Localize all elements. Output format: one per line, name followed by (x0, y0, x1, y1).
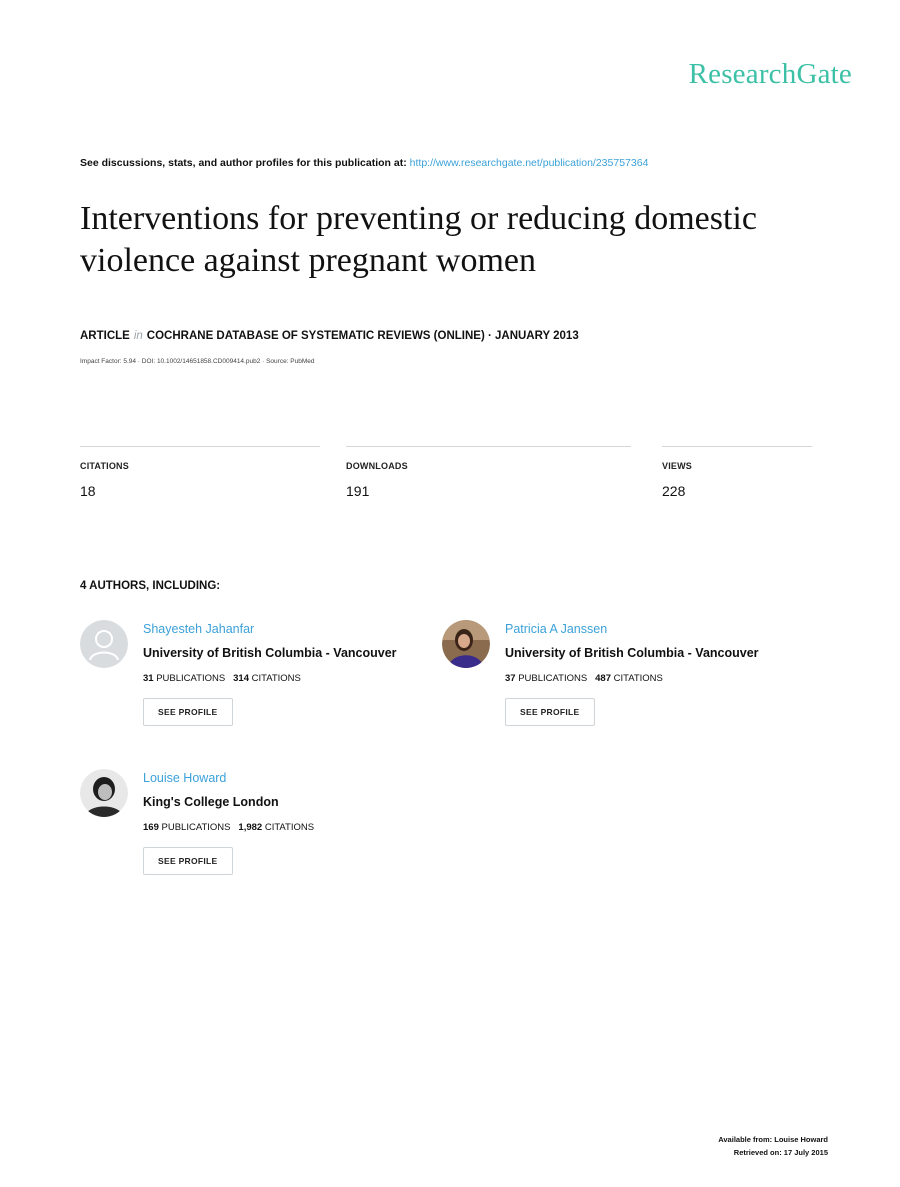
publications-label: PUBLICATIONS (156, 673, 226, 684)
stat-label: DOWNLOADS (346, 461, 408, 471)
stat-label: CITATIONS (80, 461, 129, 471)
publication-count: 37 (505, 673, 516, 684)
stat-views (662, 446, 812, 499)
stat-label: VIEWS (662, 461, 693, 471)
discussion-line (80, 157, 648, 169)
publication-title: Interventions for preventing or reducing domestic violence against pregnant women (80, 200, 757, 279)
citation-count: 487 (595, 673, 611, 684)
stat-value: 228 (662, 483, 686, 499)
see-profile-button[interactable]: SEE PROFILE (505, 698, 595, 726)
citations-label: CITATIONS (613, 673, 663, 684)
author-name-link[interactable]: Shayesteh Jahanfar (143, 622, 255, 636)
researchgate-logo: ResearchGate (688, 58, 852, 90)
publications-label: PUBLICATIONS (161, 822, 231, 833)
article-type: ARTICLE (80, 330, 130, 342)
author-counts (505, 673, 759, 684)
publication-url-link[interactable]: http://www.researchgate.net/publication/235757364 (409, 157, 649, 169)
author-name-link[interactable]: Patricia A Janssen (505, 622, 608, 636)
publication-count: 31 (143, 673, 154, 684)
publication-meta (80, 330, 579, 342)
publications-label: PUBLICATIONS (518, 673, 588, 684)
authors-heading: 4 AUTHORS, INCLUDING: (80, 580, 221, 592)
author-institution: University of British Columbia - Vancouver (505, 646, 759, 660)
stat-downloads (346, 446, 631, 499)
in-label: in (133, 330, 143, 342)
stat-citations (80, 446, 320, 499)
author-photo-avatar[interactable] (442, 620, 490, 668)
discussion-text: See discussions, stats, and author profiles for this publication at: (80, 157, 407, 169)
see-profile-button[interactable]: SEE PROFILE (143, 698, 233, 726)
author-institution: University of British Columbia - Vancouver (143, 646, 397, 660)
journal-info: COCHRANE DATABASE OF SYSTEMATIC REVIEWS (ONLINE) · JANUARY 2013 (146, 330, 579, 342)
citations-label: CITATIONS (251, 673, 301, 684)
author-name-link[interactable]: Louise Howard (143, 771, 227, 785)
retrieved-on: Retrieved on: 17 July 2015 (733, 1148, 828, 1157)
stat-value: 18 (80, 483, 96, 499)
publication-details: Impact Factor: 5.94 · DOI: 10.1002/14651858.CD009414.pub2 · Source: PubMed (80, 358, 315, 365)
citations-label: CITATIONS (264, 822, 315, 833)
author-institution: King's College London (143, 795, 279, 809)
see-profile-button[interactable]: SEE PROFILE (143, 847, 233, 875)
citation-count: 314 (233, 673, 249, 684)
author-counts (143, 822, 314, 833)
author-counts (143, 673, 397, 684)
footer-info (718, 1133, 828, 1159)
stat-value: 191 (346, 483, 370, 499)
author-photo-avatar[interactable] (80, 769, 128, 817)
publication-count: 169 (143, 822, 159, 833)
available-from: Available from: Louise Howard (718, 1135, 828, 1144)
citation-count: 1,982 (238, 822, 263, 833)
avatar-placeholder-icon[interactable] (80, 620, 128, 668)
